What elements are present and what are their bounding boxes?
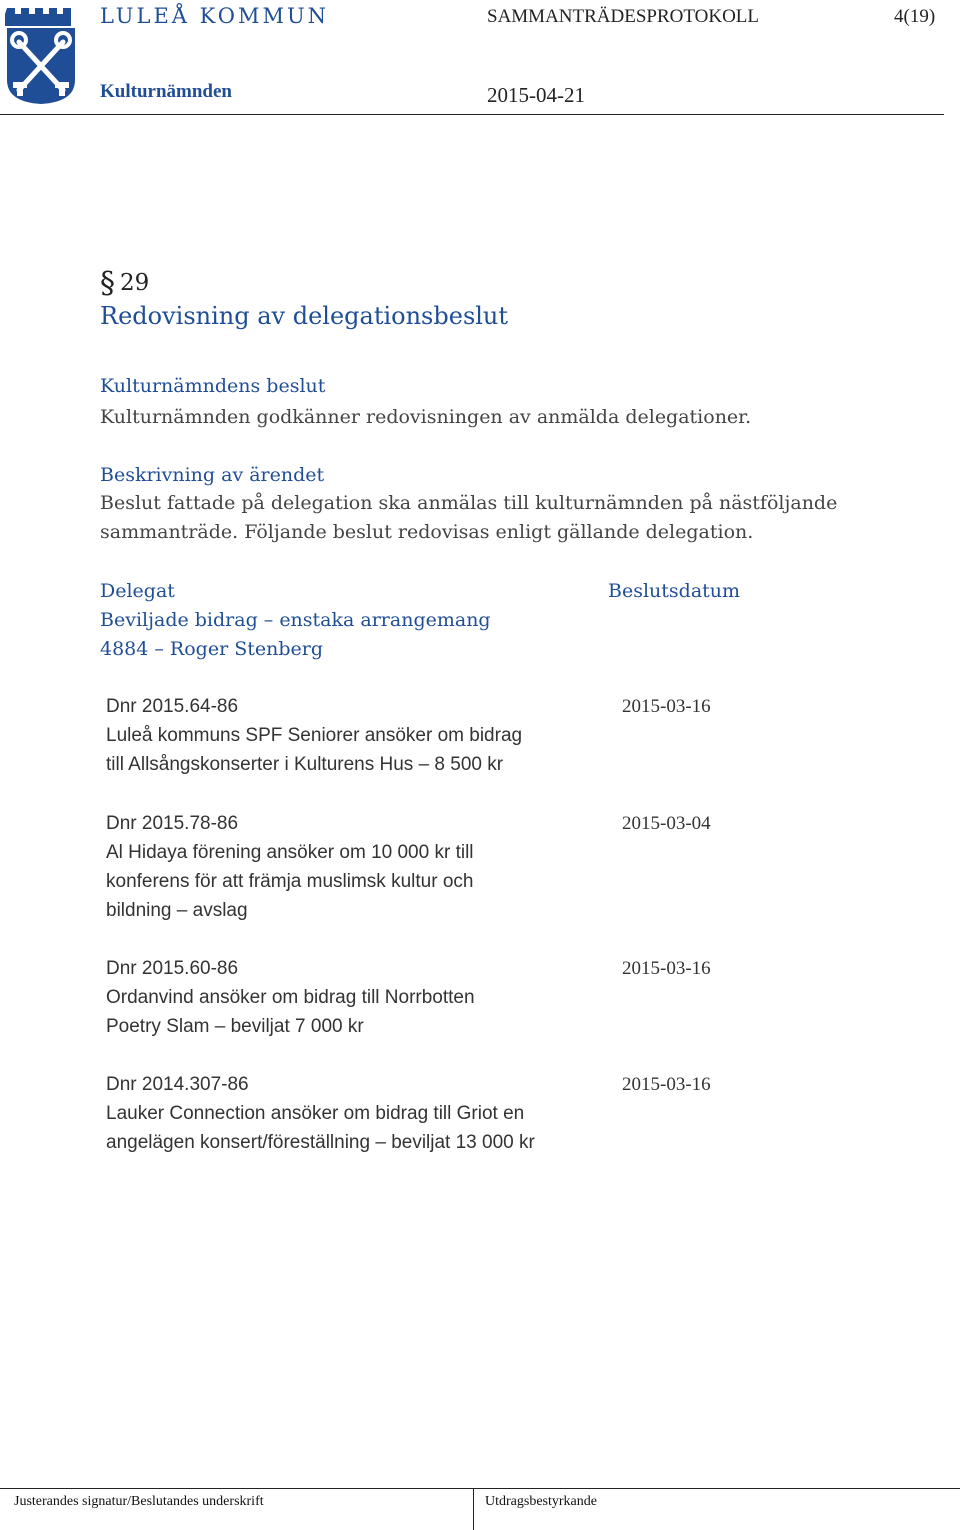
decision-dnr: Dnr 2015.78-86 — [106, 813, 239, 834]
meeting-date: 2015-04-21 — [487, 83, 585, 107]
decision-date: 2015-03-16 — [622, 696, 711, 717]
page-title: Redovisning av delegationsbeslut — [100, 302, 509, 330]
decision-date: 2015-03-16 — [622, 958, 711, 979]
decision-text-line: angelägen konsert/föreställning – beviljat 13 000 kr — [106, 1132, 535, 1153]
signature-field: Justerandes signatur/Beslutandes underskrift — [14, 1494, 264, 1509]
decision-text-line: Luleå kommuns SPF Seniorer ansöker om bidrag — [106, 725, 523, 746]
paragraph-number-value: 29 — [120, 270, 150, 296]
decision-text-line: Lauker Connection ansöker om bidrag till Griot en — [106, 1103, 525, 1124]
header-divider — [0, 114, 944, 115]
footer-column-divider — [473, 1488, 474, 1530]
lulea-coat-of-arms-icon — [5, 2, 77, 106]
decision-text-line: till Allsångskonserter i Kulturens Hus – 8 500 kr — [106, 754, 504, 775]
decision-dnr: Dnr 2015.60-86 — [106, 958, 239, 979]
decision-dnr: Dnr 2014.307-86 — [106, 1074, 249, 1095]
paragraph-number — [100, 266, 149, 301]
description-text-line: sammanträde. Följande beslut redovisas enligt gällande delegation. — [100, 521, 754, 543]
decision-text: Kulturnämnden godkänner redovisningen av anmälda delegationer. — [100, 406, 752, 428]
organization-name: LULEÅ KOMMUN — [100, 4, 330, 28]
decision-dnr: Dnr 2015.64-86 — [106, 696, 239, 717]
decision-text-line: bildning – avslag — [106, 900, 248, 921]
decision-text-line: konferens för att främja muslimsk kultur och — [106, 871, 474, 892]
paragraph-sign: § — [100, 266, 115, 301]
decision-text-line: Al Hidaya förening ansöker om 10 000 kr till — [106, 842, 474, 863]
description-text-line: Beslut fattade på delegation ska anmälas till kulturnämnden på nästföljande — [100, 492, 838, 514]
footer-divider — [0, 1488, 960, 1489]
decision-date: 2015-03-16 — [622, 1074, 711, 1095]
decision-date-header: Beslutsdatum — [608, 580, 741, 602]
page-number: 4(19) — [894, 6, 936, 27]
description-heading: Beskrivning av ärendet — [100, 464, 325, 486]
decision-heading: Kulturnämndens beslut — [100, 375, 326, 397]
delegate-person: 4884 – Roger Stenberg — [100, 638, 323, 660]
document-type: SAMMANTRÄDESPROTOKOLL — [487, 6, 760, 27]
decision-text-line: Poetry Slam – beviljat 7 000 kr — [106, 1016, 364, 1037]
delegat-label: Delegat — [100, 580, 175, 602]
grant-category: Beviljade bidrag – enstaka arrangemang — [100, 609, 491, 631]
decision-text-line: Ordanvind ansöker om bidrag till Norrbotten — [106, 987, 475, 1008]
committee-name: Kulturnämnden — [100, 81, 232, 102]
decision-date: 2015-03-04 — [622, 813, 711, 834]
extract-certification-field: Utdragsbestyrkande — [485, 1494, 597, 1509]
